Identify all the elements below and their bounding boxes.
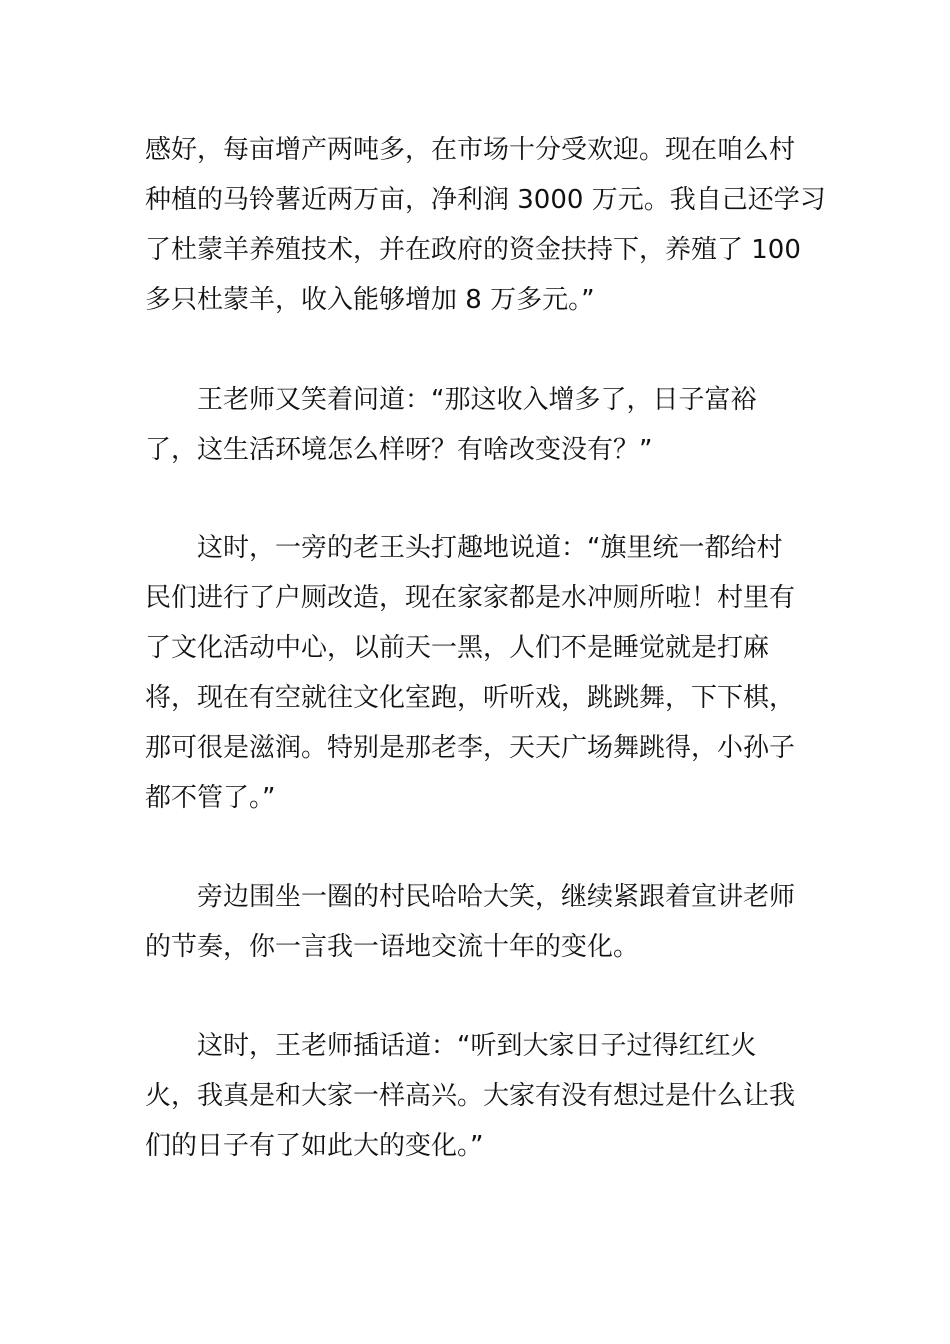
paragraph-line: 王老师又笑着问道：“那这收入增多了，日子富裕 (197, 385, 757, 415)
paragraph-line: 了，这生活环境怎么样呀？有啥改变没有？” (145, 435, 653, 465)
paragraph-line: 了杜蒙羊养殖技术，并在政府的资金扶持下，养殖了 100 (145, 235, 801, 265)
paragraph-line: 这时，王老师插话道：“听到大家日子过得红红火 (197, 1031, 757, 1061)
paragraph-1 (145, 125, 826, 325)
paragraph-line: 旁边围坐一圈的村民哈哈大笑，继续紧跟着宣讲老师 (197, 882, 796, 912)
paragraph-5 (145, 1021, 810, 1171)
paragraph-line: 都不管了。” (145, 783, 276, 813)
paragraph-line: 那可很是滋润。特别是那老李，天天广场舞跳得，小孙子 (145, 733, 796, 763)
paragraph-line: 多只杜蒙羊，收入能够增加 8 万多元。” (145, 285, 595, 315)
paragraph-4 (145, 872, 810, 972)
paragraph-line: 们的日子有了如此大的变化。” (145, 1131, 484, 1161)
paragraph-line: 种植的马铃薯近两万亩，净利润 3000 万元。我自己还学习 (145, 185, 826, 215)
paragraph-line: 民们进行了户厕改造，现在家家都是水冲厕所啦！村里有 (145, 583, 796, 613)
paragraph-3 (145, 523, 810, 823)
paragraph-2 (145, 375, 810, 475)
paragraph-line: 的节奏，你一言我一语地交流十年的变化。 (145, 932, 640, 962)
paragraph-line: 感好，每亩增产两吨多，在市场十分受欢迎。现在咱么村 (145, 135, 796, 165)
paragraph-line: 这时，一旁的老王头打趣地说道：“旗里统一都给村 (197, 533, 783, 563)
paragraph-line: 火，我真是和大家一样高兴。大家有没有想过是什么让我 (145, 1081, 796, 1111)
paragraph-line: 了文化活动中心，以前天一黑，人们不是睡觉就是打麻 (145, 633, 770, 663)
paragraph-line: 将，现在有空就往文化室跑，听听戏，跳跳舞，下下棋， (145, 683, 796, 713)
